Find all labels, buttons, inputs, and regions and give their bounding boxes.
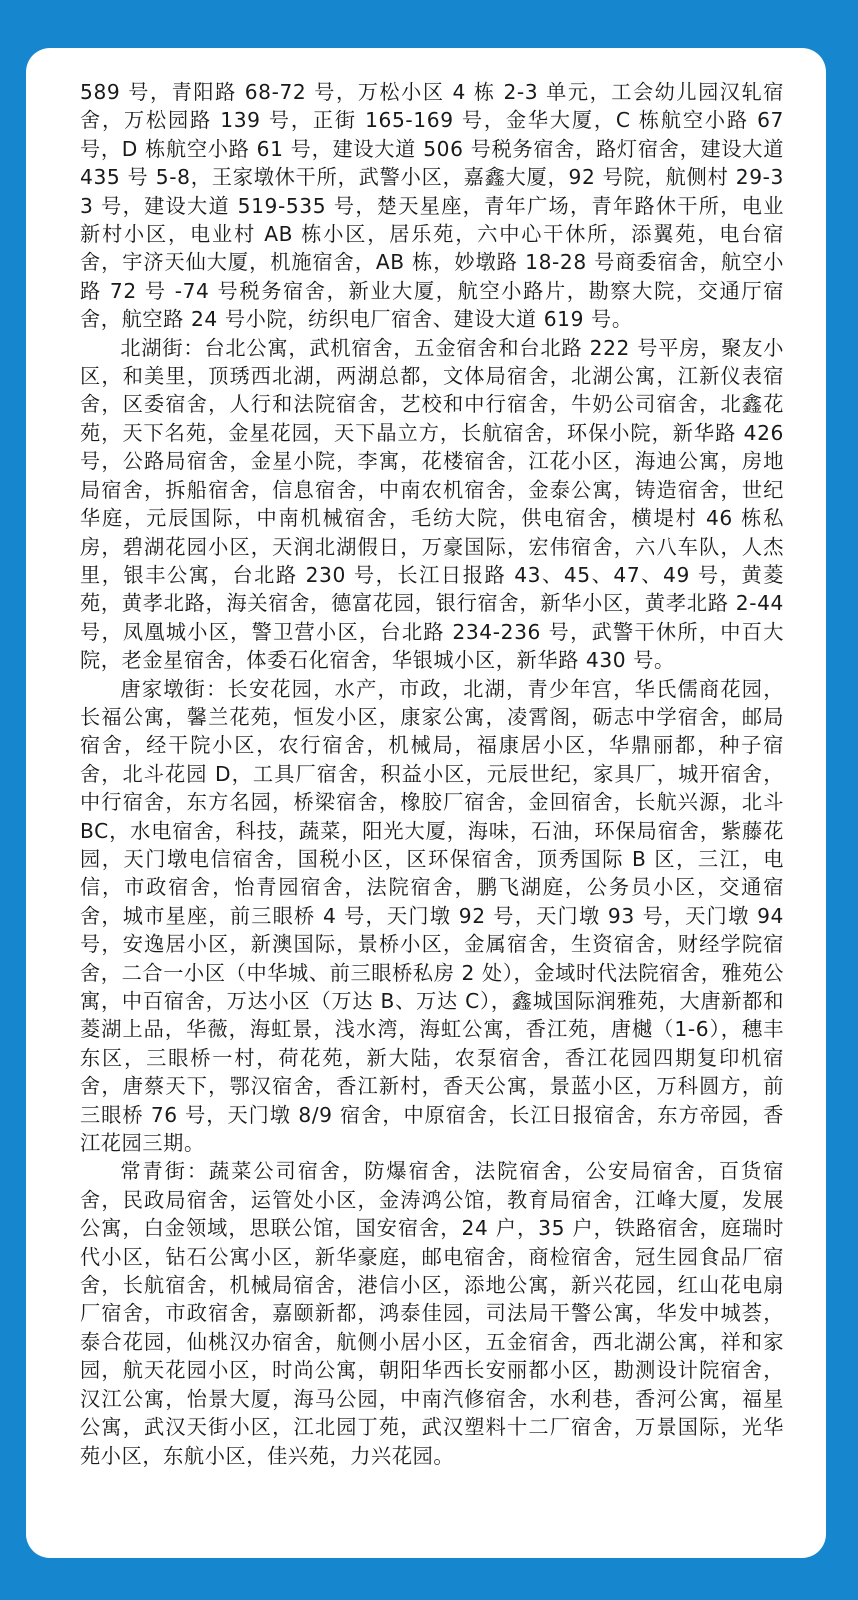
- paragraph-continuation: 589 号，青阳路 68-72 号，万松小区 4 栋 2-3 单元，工会幼儿园汉轧宿舍，万松园路 139 号，正街 165-169 号，金华大厦，C 栋航空小路 67 号，D 栋航空小路 61 号，建设大道 506 号税务宿舍，路灯宿舍，建设大道 435 号 5-8，王家墩休干所，武警小区，嘉鑫大厦，92 号院，航侧村 29-33 号，建设大道 519-535 号，楚天星座，青年广场，青年路休干所，电业新村小区，电业村 AB 栋小区，居乐苑，六中心干休所，添翼苑，电台宿舍，宇济天仙大厦，机施宿舍，AB 栋，妙墩路 18-28 号商委宿舍，航空小路 72 号 -74 号税务宿舍，新业大厦，航空小路片，勘察大院，交通厅宿舍，航空路 24 号小院，纺织电厂宿舍、建设大道 619 号。: [80, 80, 784, 332]
- paragraph-beihu-street: 北湖街：台北公寓，武机宿舍，五金宿舍和台北路 222 号平房，聚友小区，和美里，顶琇西北湖，两湖总都，文体局宿舍，北湖公寓，江新仪表宿舍，区委宿舍，人行和法院宿舍，艺校和中行宿舍，牛奶公司宿舍，北鑫花苑，天下名苑，金星花园，天下晶立方，长航宿舍，环保小院，新华路 426 号，公路局宿舍，金星小院，李寓，花楼宿舍，江花小区，海迪公寓，房地局宿舍，拆船宿舍，信息宿舍，中南农机宿舍，金泰公寓，铸造宿舍，世纪华庭，元辰国际，中南机械宿舍，毛纺大院，供电宿舍，横堤村 46 栋私房，碧湖花园小区，天润北湖假日，万豪国际，宏伟宿舍，六八车队，人杰里，银丰公寓，台北路 230 号，长江日报路 43、45、47、49 号，黄菱苑，黄孝北路，海关宿舍，德富花园，银行宿舍，新华小区，黄孝北路 2-44 号，凤凰城小区，警卫营小区，台北路 234-236 号，武警干休所，中百大院，老金星宿舍，体委石化宿舍，华银城小区，新华路 430 号。: [80, 335, 784, 673]
- paragraph-tangjiadun-street: 唐家墩街：长安花园，水产，市政，北湖，青少年宫，华氏儒商花园，长福公寓，馨兰花苑，恒发小区，康家公寓，凌霄阁，砺志中学宿舍，邮局宿舍，经干院小区，农行宿舍，机械局，福康居小区，华鼎丽都，种子宿舍，北斗花园 D，工具厂宿舍，积益小区，元辰世纪，家具厂，城开宿舍，中行宿舍，东方名园，桥梁宿舍，橡胶厂宿舍，金回宿舍，长航兴源，北斗 BC，水电宿舍，科技，蔬菜，阳光大厦，海味，石油，环保局宿舍，紫藤花园，天门墩电信宿舍，国税小区，区环保宿舍，顶秀国际 B 区，三江，电信，市政宿舍，怡青园宿舍，法院宿舍，鹏飞湖庭，公务员小区，交通宿舍，城市星座，前三眼桥 4 号，天门墩 92 号，天门墩 93 号，天门墩 94 号，安逸居小区，新澳国际，景桥小区，金属宿舍，生资宿舍，财经学院宿舍，二合一小区（中华城、前三眼桥私房 2 处），金域时代法院宿舍，雅苑公寓，中百宿舍，万达小区（万达 B、万达 C），鑫城国际润雅苑，大唐新都和菱湖上品，华薇，海虹景，浅水湾，海虹公寓，香江苑，唐樾（1-6），穗丰东区，三眼桥一村，荷花苑，新大陆，农泵宿舍，香江花园四期复印机宿舍，唐蔡天下，鄂汉宿舍，香江新村，香天公寓，景蓝小区，万科圆方，前三眼桥 76 号，天门墩 8/9 宿舍，中原宿舍，长江日报宿舍，东方帝园，香江花园三期。: [80, 676, 784, 1156]
- paragraph-changqing-street: 常青街：蔬菜公司宿舍，防爆宿舍，法院宿舍，公安局宿舍，百货宿舍，民政局宿舍，运管处小区，金涛鸿公馆，教育局宿舍，江峰大厦，发展公寓，白金领域，思联公馆，国安宿舍，24 户，35 户，铁路宿舍，庭瑞时代小区，钻石公寓小区，新华豪庭，邮电宿舍，商检宿舍，冠生园食品厂宿舍，长航宿舍，机械局宿舍，港信小区，添地公寓，新兴花园，红山花电扇厂宿舍，市政宿舍，嘉颐新都，鸿泰佳园，司法局干警公寓，华发中城荟，泰合花园，仙桃汉办宿舍，航侧小居小区，五金宿舍，西北湖公寓，祥和家园，航天花园小区，时尚公寓，朝阳华西长安丽都小区，勘测设计院宿舍，汉江公寓，怡景大厦，海马公园，中南汽修宿舍，水利巷，香河公寓，福星公寓，武汉天街小区，江北园丁苑，武汉塑料十二厂宿舍，万景国际，光华苑小区，东航小区，佳兴苑，力兴花园。: [80, 1159, 784, 1468]
- content-card: [26, 48, 826, 1558]
